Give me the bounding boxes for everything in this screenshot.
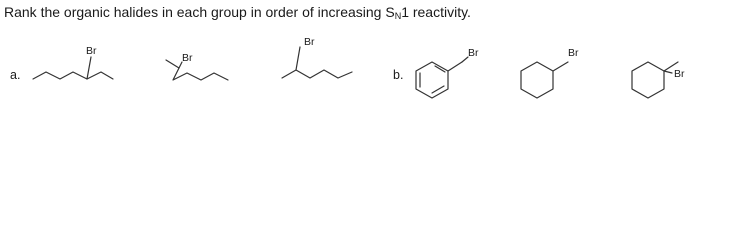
group-a-label: a.: [10, 68, 21, 82]
molecule-a1-br-bond: [87, 57, 91, 79]
molecule-b3: [632, 62, 685, 98]
molecule-b3-br-label: Br: [674, 68, 685, 80]
molecule-b1-br-label: Br: [468, 47, 479, 59]
molecule-a1-br-label: Br: [86, 45, 97, 57]
molecule-b3-br-bond: [664, 71, 672, 73]
molecule-a3-chain: [282, 70, 352, 78]
molecule-a3: [282, 36, 352, 78]
molecule-b1: [416, 47, 479, 98]
question-suffix: 1 reactivity.: [401, 4, 471, 20]
question-subscript: N: [394, 11, 402, 21]
molecule-b2: [521, 47, 579, 98]
group-b-label: b.: [393, 68, 404, 82]
molecule-a2-br-label: Br: [182, 52, 193, 64]
structures-canvas: [0, 0, 748, 100]
molecule-a3-br-bond: [296, 47, 300, 70]
question-prefix: Rank the organic halides in each group in order of increasing S: [4, 4, 395, 20]
molecule-a1-chain: [33, 72, 113, 79]
molecule-b3-ring: [632, 62, 664, 98]
molecule-b2-br-bond: [553, 62, 568, 71]
molecule-b1-ch2-bond: [448, 62, 462, 71]
molecule-a3-br-label: Br: [304, 36, 315, 48]
molecule-b2-ring: [521, 62, 553, 98]
molecule-a2: [166, 52, 228, 80]
molecule-a1: [33, 45, 113, 79]
molecule-b2-br-label: Br: [568, 47, 579, 59]
molecule-a2-chain: [166, 60, 228, 80]
